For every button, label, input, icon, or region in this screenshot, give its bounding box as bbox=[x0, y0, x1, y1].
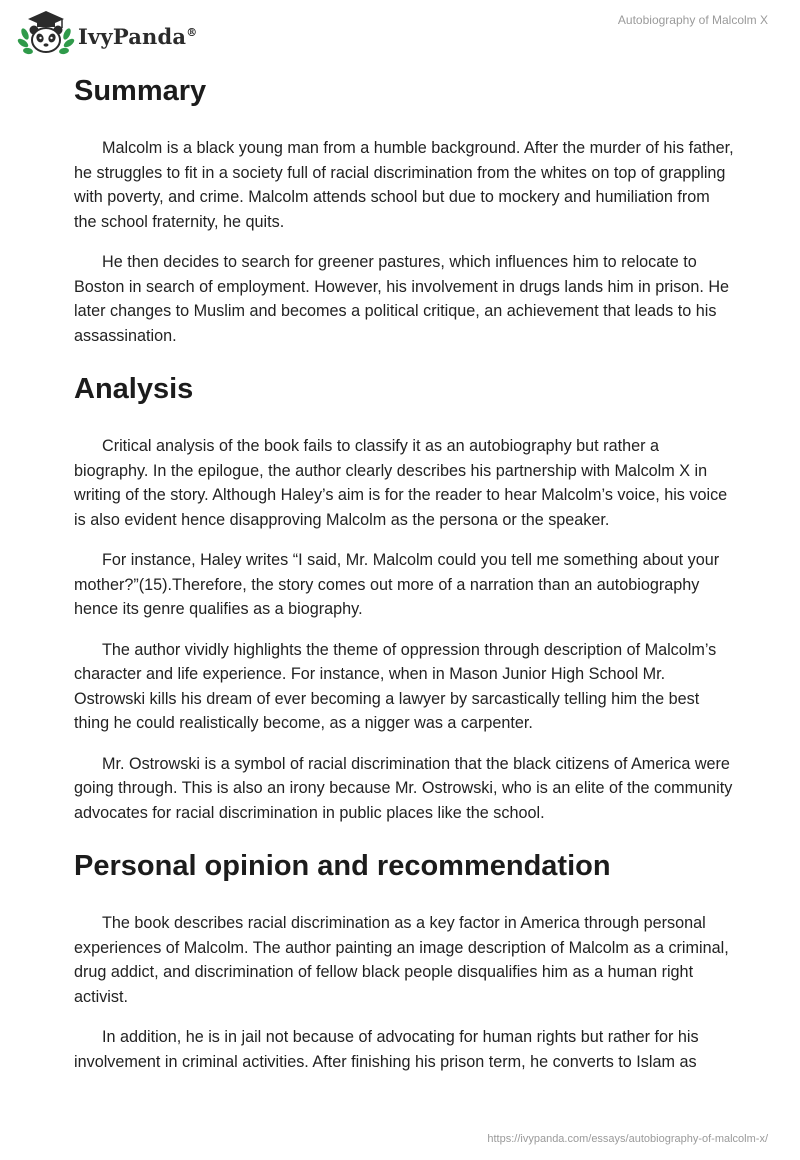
ivypanda-logo[interactable] bbox=[16, 8, 216, 58]
source-url-link[interactable]: https://ivypanda.com/essays/autobiography-of-malcolm-x/ bbox=[487, 1133, 768, 1145]
brand-text: IvyPanda bbox=[78, 24, 187, 49]
paragraph: Critical analysis of the book fails to classify it as an autobiography but rather a biography. In the epilogue, the author clearly describes his partnership with Malcolm X in writing of the story. Although Haley’s aim is for the reader to hear Malcolm’s voice, his voice is also evident hence disapproving Malcolm as the persona or the speaker. bbox=[74, 437, 728, 529]
paragraph: Malcolm is a black young man from a humble background. After the murder of his father, he struggles to fit in a society full of racial discrimination from the whites on top of grappling with poverty, and crime. Malcolm attends school but due to mockery and humiliation from the school fraternity, he quits. bbox=[74, 139, 734, 231]
page-header bbox=[0, 0, 800, 70]
paragraph: The book describes racial discrimination as a key factor in America through personal experiences of Malcolm. The author painting an image description of Malcolm as a criminal, drug addict, and discrimination of fellow black people disqualifies him as a human right activist. bbox=[74, 914, 729, 1006]
registered-mark: ® bbox=[186, 26, 198, 39]
document-title: Autobiography of Malcolm X bbox=[617, 13, 768, 27]
heading-personal-opinion: Personal opinion and recommendation bbox=[74, 850, 611, 882]
paragraph: The author vividly highlights the theme of oppression through description of Malcolm’s character and life experience. For instance, when in Mason Junior High School Mr. Ostrowski kills his dream of ever becoming a lawyer by sarcastically telling him the best thing he could realistically become, as a nigger was a carpenter. bbox=[74, 640, 717, 732]
heading-analysis: Analysis bbox=[74, 373, 194, 405]
paragraph: In addition, he is in jail not because of advocating for human rights but rather for his involvement in criminal activities. After finishing his prison term, he converts to Islam as bbox=[74, 1028, 699, 1071]
paragraph: For instance, Haley writes “I said, Mr. Malcolm could you tell me something about your mother?”(15).Therefore, the story comes out more of a narration than an autobiography hence its genre qualifies as a biography. bbox=[74, 551, 720, 618]
panda-graduate-icon bbox=[16, 8, 76, 58]
heading-summary: Summary bbox=[74, 75, 207, 107]
brand-name bbox=[78, 24, 197, 49]
essay-content bbox=[74, 72, 734, 1090]
paragraph: He then decides to search for greener pastures, which influences him to relocate to Boston in search of employment. However, his involvement in drugs lands him in prison. He later changes to Muslim and becomes a political critique, an achievement that leads to his assassination. bbox=[74, 253, 730, 345]
paragraph: Mr. Ostrowski is a symbol of racial discrimination that the black citizens of America were going through. This is also an irony because Mr. Ostrowski, who is an elite of the community advocates for racial discrimination in public places like the school. bbox=[74, 754, 733, 822]
